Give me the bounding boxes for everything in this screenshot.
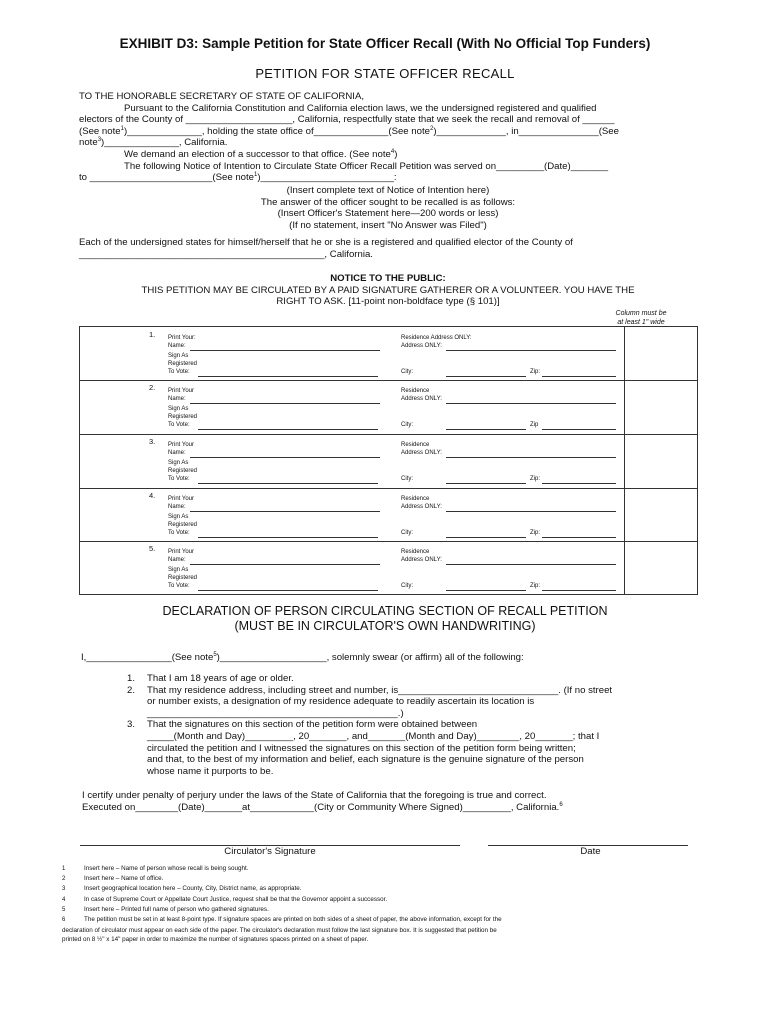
footnote-ref: 1: [254, 171, 258, 178]
name-label: Name:: [168, 557, 186, 563]
footnote-text: Insert geographical location here – County, City, District name, as appropriate.: [84, 885, 302, 893]
zip-field[interactable]: [542, 590, 616, 591]
declaration-item-line: or number exists, a designation of my residence adequate to readily ascertain its location is: [147, 696, 535, 708]
sign-label: Sign As: [168, 406, 189, 412]
insert-line: (Insert complete text of Notice of Intention here): [286, 185, 490, 196]
footnote-ref: 3: [97, 137, 102, 144]
text: note: [79, 137, 98, 149]
signature-row: [80, 541, 624, 594]
text: to _______________________(See note: [79, 172, 254, 184]
name-label: Name:: [168, 450, 186, 456]
print-name-label: Print Your: [168, 442, 195, 448]
print-name-label: Print Your:: [168, 335, 196, 341]
circulator-signature-label: Circulator's Signature: [224, 846, 316, 857]
footnote-ref: 1: [120, 125, 124, 132]
footnote-ref: 6: [559, 801, 563, 808]
residence-label: Address ONLY:: [401, 504, 442, 510]
footnote-number: 2: [62, 876, 66, 883]
intro-line: [79, 137, 697, 149]
sign-label: Registered: [168, 414, 198, 420]
residence-label: Residence: [401, 496, 430, 502]
certification: [82, 790, 700, 813]
sign-label: Registered: [168, 575, 198, 581]
sign-label: To Vote:: [168, 583, 190, 589]
footnote-line: declaration of circulator must appear on each side of the paper. The circulator's declaration must follow the last signature box. It is suggested that petition be: [62, 927, 497, 934]
declaration-item-line: _____(Month and Day)_________, 20_______, and_______(Month and Day)________, 20_______; that I: [147, 730, 600, 742]
city-field[interactable]: [446, 376, 526, 377]
name-field[interactable]: [190, 403, 380, 404]
residence-label: Address ONLY:: [401, 557, 442, 563]
city-label: City:: [401, 530, 413, 536]
print-name-label: Print Your: [168, 496, 195, 502]
column-divider: [624, 327, 625, 594]
notice-line: RIGHT TO ASK. [11-point non-boldface type (§ 101)]: [276, 296, 500, 308]
footnote-line: printed on 8 ½" x 14" paper in order to maximize the number of signatures spaces printed on a sheet of paper.: [62, 936, 369, 943]
zip-label: Zip: [530, 422, 539, 428]
county-line: ______________________________________________, California.: [79, 248, 373, 260]
item-number: 1.: [127, 673, 136, 684]
text: )_____________, in_______________(See: [433, 125, 619, 137]
zip-field[interactable]: [542, 376, 616, 377]
insert-line: The answer of the officer sought to be recalled is as follows:: [260, 196, 516, 208]
residence-label: Residence: [401, 388, 430, 394]
declaration-item-line: and that, to the best of my information and belief, each signature is the genuine signature of the person: [147, 754, 584, 766]
footnote-continuation: [62, 926, 682, 944]
insert-line: (Insert Officer's Statement here—200 words or less): [277, 208, 499, 220]
text: We demand an election of a successor to that office. (See note: [124, 148, 391, 160]
footnote-text: In case of Supreme Court or Appellate Court Justice, request shall be that the Governor appoint a successor.: [84, 895, 388, 903]
footnote: [62, 874, 682, 884]
declaration-item: [127, 719, 677, 777]
notice-block: [70, 273, 706, 308]
name-field[interactable]: [190, 564, 380, 565]
column-width-note: [596, 309, 686, 327]
intro-line: [79, 149, 697, 161]
sign-label: To Vote:: [168, 369, 190, 375]
swear-line: [81, 652, 699, 664]
date-label: Date: [580, 846, 601, 857]
declaration-item-line: That my residence address, including street and number, is______________________________. (If no street: [147, 684, 613, 696]
footnote-text: Insert here – Name of person whose recall is being sought.: [84, 865, 249, 872]
footnote: [62, 895, 682, 905]
row-number: 1.: [149, 330, 156, 339]
declaration-item-line: _______________________________________________.): [147, 707, 404, 719]
name-label: Name:: [168, 504, 186, 510]
name-field[interactable]: [190, 350, 380, 351]
residence-label: Address ONLY:: [401, 343, 442, 349]
city-field[interactable]: [446, 590, 526, 591]
signature-field[interactable]: [198, 429, 378, 430]
city-label: City:: [401, 583, 413, 589]
executed-line: [82, 802, 700, 814]
item-number: 2.: [127, 684, 136, 696]
city-field[interactable]: [446, 537, 526, 538]
declaration-item-line: whose name it purports to be.: [147, 765, 274, 777]
row-number: 5.: [149, 544, 156, 553]
zip-field[interactable]: [542, 483, 616, 484]
signature-row: [80, 327, 624, 380]
sign-label: Sign As: [168, 460, 189, 466]
footnote: [62, 864, 682, 874]
insert-block: [79, 185, 697, 231]
declaration-title: [0, 604, 770, 634]
footnote-text: Insert here – Printed full name of person who gathered signatures.: [84, 905, 269, 913]
declaration-item: [127, 673, 677, 685]
zip-label: Zip:: [530, 530, 541, 536]
footnote-number: 1: [62, 866, 66, 872]
declaration-title-line: (MUST BE IN CIRCULATOR'S OWN HANDWRITING): [234, 619, 536, 633]
zip-label: Zip:: [530, 583, 541, 589]
row-number: 4.: [149, 491, 156, 500]
text: I,________________(See note: [81, 652, 214, 663]
intro-paragraph: [79, 91, 697, 184]
signature-row: [80, 488, 624, 541]
footnote: [62, 884, 682, 894]
residence-field[interactable]: [446, 350, 616, 351]
sign-label: Sign As: [168, 514, 189, 520]
residence-field[interactable]: [446, 457, 616, 458]
footnote-number: 5: [62, 906, 66, 913]
declaration-item-line: circulated the petition and I witnessed the signatures on this section of the petition form being written;: [147, 742, 576, 754]
footnote-number: 6: [62, 917, 66, 924]
declaration-title-line: DECLARATION OF PERSON CIRCULATING SECTION OF RECALL PETITION: [162, 604, 608, 618]
county-statement: [79, 237, 697, 260]
county-line: Each of the undersigned states for himself/herself that he or she is a registered and qualified elector of the County of: [79, 237, 573, 248]
text: )______________, holding the state office of______________(See note: [123, 125, 430, 137]
city-field[interactable]: [446, 429, 526, 430]
intro-line: The following Notice of Intention to Circulate State Officer Recall Petition was served on_________(Date)_______: [124, 160, 609, 172]
zip-label: Zip:: [530, 369, 541, 375]
text: ): [394, 148, 398, 160]
footnote-ref: 2: [429, 125, 434, 132]
exhibit-title: EXHIBIT D3: Sample Petition for State Officer Recall (With No Official Top Funders): [119, 36, 651, 51]
declaration-item-line: That I am 18 years of age or older.: [147, 673, 294, 684]
residence-label: Residence: [401, 442, 430, 448]
column-note-line: Column must be: [615, 310, 667, 317]
footnote-number: 3: [62, 886, 66, 893]
text: )_________________________:: [257, 172, 397, 184]
residence-label: Residence Address ONLY:: [401, 335, 472, 341]
residence-field[interactable]: [446, 511, 616, 512]
petition-title: PETITION FOR STATE OFFICER RECALL: [255, 66, 515, 81]
zip-field[interactable]: [542, 537, 616, 538]
city-label: City:: [401, 369, 413, 375]
sign-label: Registered: [168, 468, 198, 474]
signature-field[interactable]: [198, 590, 378, 591]
declaration-item: [127, 685, 677, 720]
declaration-list: [127, 673, 677, 777]
intro-line: [79, 126, 697, 138]
footnote-text: The petition must be set in at least 8-point type. If signature spaces are printed on both sides of a sheet of paper, the above information, except for the: [84, 916, 502, 924]
signature-row: [80, 434, 624, 487]
text: )____________________, solemnly swear (or affirm) all of the following:: [216, 652, 524, 663]
addressee-line: TO THE HONORABLE SECRETARY OF STATE OF CALIFORNIA,: [79, 91, 365, 102]
notice-line: THIS PETITION MAY BE CIRCULATED BY A PAID SIGNATURE GATHERER OR A VOLUNTEER. YOU HAVE THE: [141, 284, 635, 296]
print-name-label: Print Your: [168, 388, 195, 394]
city-label: City:: [401, 422, 413, 428]
footnote: [62, 905, 682, 915]
insert-line: (If no statement, insert "No Answer was Filed"): [289, 219, 487, 231]
footnotes: [62, 864, 682, 925]
city-field[interactable]: [446, 483, 526, 484]
sign-label: Registered: [168, 522, 198, 528]
sign-label: Registered: [168, 361, 198, 367]
row-number: 2.: [149, 383, 156, 392]
residence-label: Residence: [401, 549, 430, 555]
residence-field[interactable]: [446, 564, 616, 565]
footnote-ref: 4: [390, 148, 395, 155]
notice-heading: NOTICE TO THE PUBLIC:: [330, 273, 446, 284]
declaration-item-line: That the signatures on this section of the petition form were obtained between: [147, 719, 478, 731]
city-label: City:: [401, 476, 413, 482]
intro-line: Pursuant to the California Constitution and California election laws, we the undersigned registered and qualified: [124, 102, 597, 114]
residence-field[interactable]: [446, 403, 616, 404]
sign-label: Sign As: [168, 567, 189, 573]
signature-row: [80, 380, 624, 433]
text: (See note: [79, 125, 121, 137]
signature-field[interactable]: [198, 537, 378, 538]
residence-label: Address ONLY:: [401, 450, 442, 456]
sign-label: Sign As: [168, 353, 189, 359]
sign-label: To Vote:: [168, 530, 190, 536]
name-label: Name:: [168, 343, 186, 349]
print-name-label: Print Your: [168, 549, 195, 555]
item-number: 3.: [127, 719, 136, 731]
intro-line: [79, 172, 697, 184]
footnote-ref: 5: [213, 651, 217, 658]
zip-field[interactable]: [542, 429, 616, 430]
text: )______________, California.: [101, 137, 228, 149]
footnote: [62, 915, 682, 925]
row-number: 3.: [149, 437, 156, 446]
column-note-line: at least 1" wide: [617, 319, 665, 326]
signature-field[interactable]: [198, 376, 378, 377]
name-field[interactable]: [190, 457, 380, 458]
name-field[interactable]: [190, 511, 380, 512]
signature-table: [79, 326, 698, 595]
certify-line: I certify under penalty of perjury under the laws of the State of California that the foregoing is true and correct.: [82, 790, 547, 801]
sign-label: To Vote:: [168, 476, 190, 482]
footnote-text: Insert here – Name of office.: [84, 875, 164, 883]
signature-field[interactable]: [198, 483, 378, 484]
sign-label: To Vote:: [168, 422, 190, 428]
residence-label: Address ONLY:: [401, 396, 442, 402]
text: Executed on________(Date)_______at____________(City or Community Where Signed)_________, California.: [82, 801, 560, 813]
zip-label: Zip:: [530, 476, 541, 482]
name-label: Name:: [168, 396, 186, 402]
footnote-number: 4: [62, 896, 66, 903]
intro-line: electors of the County of ____________________, California, respectfully state that we seek the recall and removal of ______: [79, 114, 615, 126]
